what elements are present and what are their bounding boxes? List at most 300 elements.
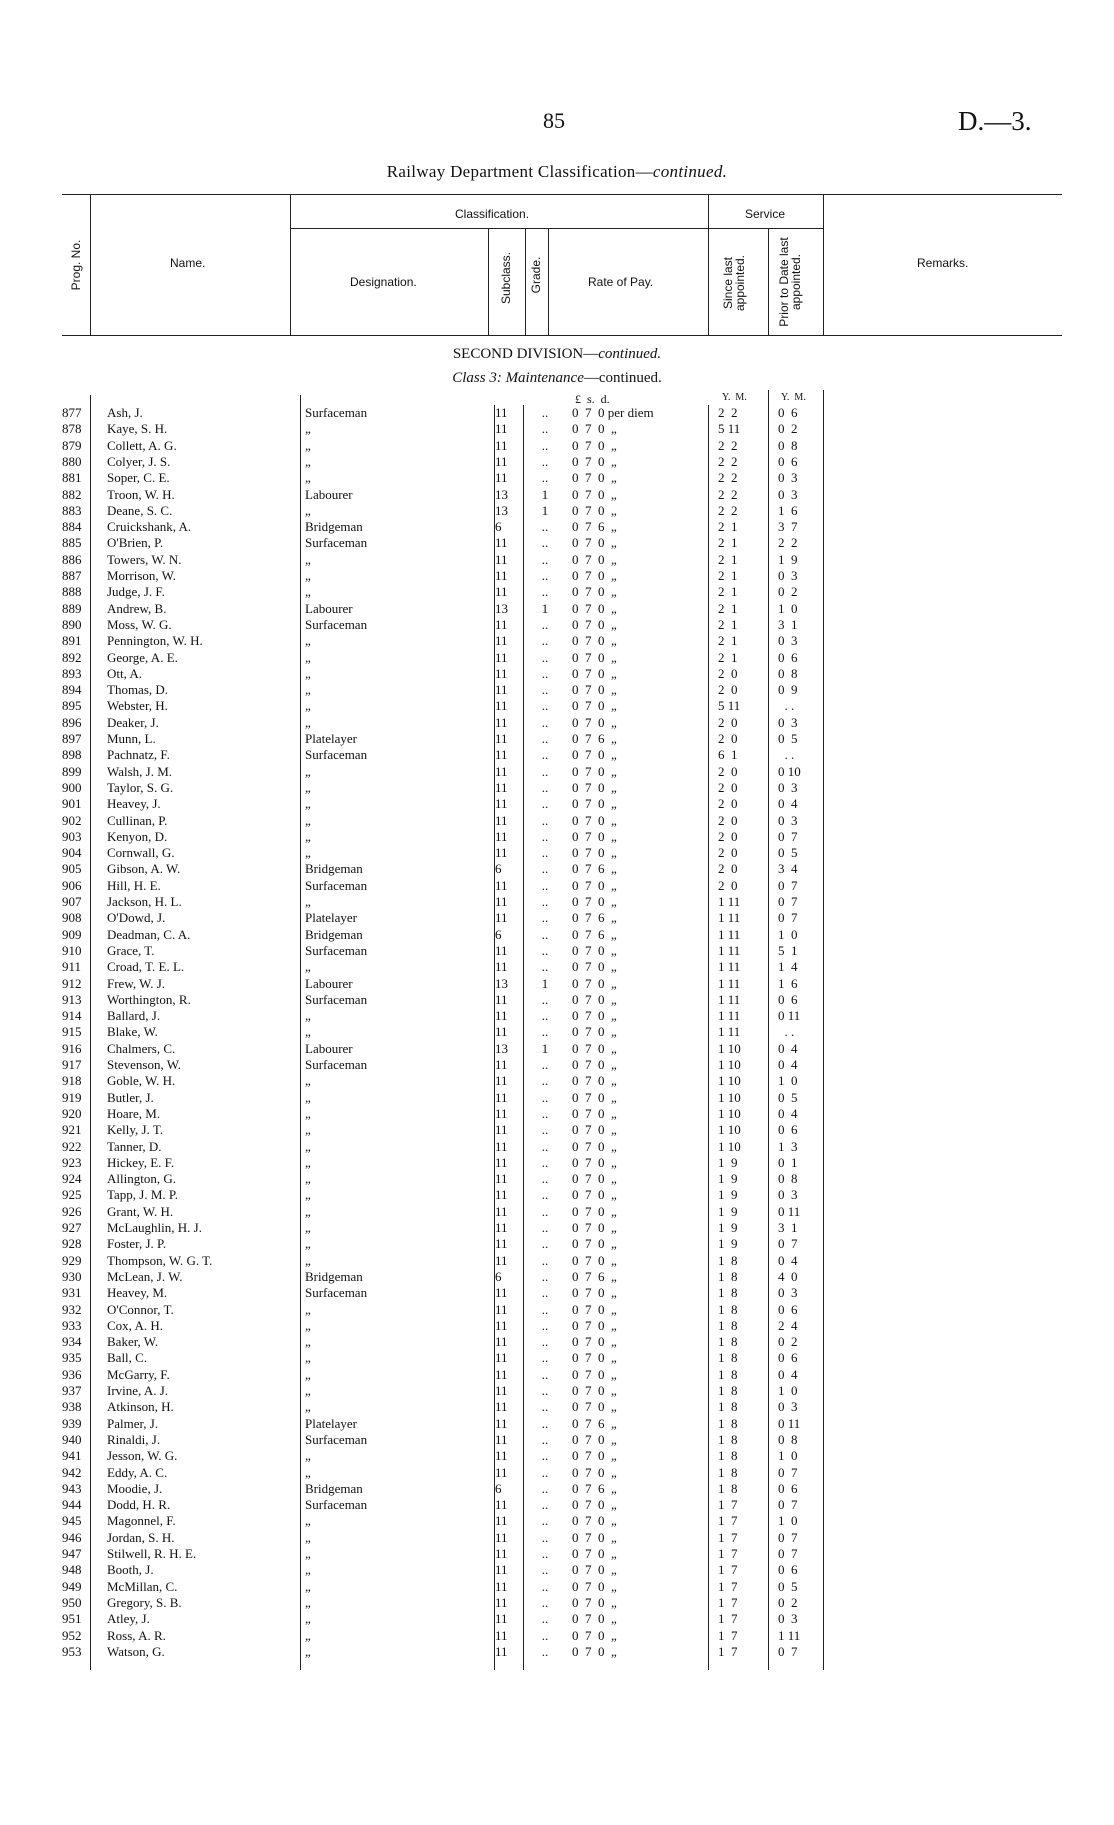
cell-grade: .. xyxy=(541,584,549,600)
cell-prog: 902 xyxy=(62,812,82,828)
division-title-continued: continued. xyxy=(598,346,662,362)
cell-sub: 11 xyxy=(495,714,508,730)
cell-grade: .. xyxy=(541,910,549,926)
cell-prior: 0 4 xyxy=(778,1366,798,1382)
cell-desig: „ xyxy=(305,1529,311,1545)
cell-name: O'Brien, P. xyxy=(107,535,164,551)
cell-sub: 11 xyxy=(495,1138,508,1154)
cell-grade: .. xyxy=(541,1334,549,1350)
table-row xyxy=(0,1644,1114,1660)
cell-grade: .. xyxy=(541,1220,549,1235)
cell-pay: 0 7 0 „ xyxy=(572,1203,617,1219)
cell-pay: 0 7 0 „ xyxy=(572,763,617,779)
cell-grade: .. xyxy=(541,1529,549,1545)
cell-sub: 11 xyxy=(495,845,508,861)
cell-prog: 892 xyxy=(62,649,82,665)
cell-name: Kenyon, D. xyxy=(107,828,168,844)
cell-since: 2 0 xyxy=(718,861,738,877)
cell-pay: 0 7 0 „ xyxy=(572,1122,617,1138)
cell-grade: .. xyxy=(541,1611,549,1627)
cell-prior: 0 11 xyxy=(778,1008,801,1024)
cell-name: George, A. E. xyxy=(107,649,178,665)
cell-since: 1 11 xyxy=(718,926,741,942)
cell-pay: 0 7 0 „ xyxy=(572,1154,617,1170)
cell-grade: 1 xyxy=(541,600,549,616)
cell-prog: 895 xyxy=(62,698,82,714)
cell-pay: 0 7 6 „ xyxy=(572,731,617,746)
cell-name: Thomas, D. xyxy=(107,682,169,698)
cell-prior: 0 6 xyxy=(778,405,798,420)
cell-sub: 11 xyxy=(495,877,508,893)
cell-prog: 898 xyxy=(62,747,82,763)
cell-prog: 905 xyxy=(62,861,82,877)
table-row xyxy=(0,1318,1114,1334)
cell-since: 1 11 xyxy=(718,942,741,958)
cell-desig: „ xyxy=(305,1008,311,1024)
cell-desig: „ xyxy=(305,1301,311,1317)
cell-name: Gibson, A. W. xyxy=(107,861,181,877)
header-prog-no: Prog. No. xyxy=(69,239,83,291)
cell-prior: 0 6 xyxy=(778,991,798,1007)
table-row xyxy=(0,992,1114,1008)
cell-sub: 11 xyxy=(495,633,508,649)
cell-sub: 11 xyxy=(495,535,508,551)
cell-name: Heavey, M. xyxy=(107,1285,168,1301)
cell-name: Hickey, E. F. xyxy=(107,1154,175,1170)
cell-name: Kaye, S. H. xyxy=(107,421,168,437)
cell-prog: 913 xyxy=(62,991,82,1007)
table-row xyxy=(0,910,1114,926)
cell-sub: 11 xyxy=(495,1611,508,1627)
cell-pay: 0 7 0 „ xyxy=(572,959,617,975)
cell-grade: .. xyxy=(541,665,549,681)
cell-sub: 11 xyxy=(495,1203,508,1219)
cell-name: Blake, W. xyxy=(107,1024,158,1040)
cell-prior: 0 8 xyxy=(778,1171,798,1187)
cell-grade: .. xyxy=(541,926,549,942)
table-row xyxy=(0,1269,1114,1285)
cell-sub: 11 xyxy=(495,1448,508,1464)
cell-name: Jackson, H. L. xyxy=(107,894,182,909)
table-row xyxy=(0,1285,1114,1301)
cell-pay: 0 7 0 „ xyxy=(572,1008,617,1024)
cell-since: 1 11 xyxy=(718,959,741,975)
cell-prior: 2 2 xyxy=(778,535,798,551)
cell-desig: „ xyxy=(305,959,311,975)
cell-pay: 0 7 0 „ xyxy=(572,1057,617,1072)
cell-desig: „ xyxy=(305,1089,311,1105)
cell-grade: .. xyxy=(541,991,549,1007)
cell-since: 1 7 xyxy=(718,1578,738,1594)
cell-prior: 0 8 xyxy=(778,1431,798,1447)
cell-grade: .. xyxy=(541,1236,549,1252)
table-row xyxy=(0,1416,1114,1432)
cell-desig: „ xyxy=(305,1578,311,1594)
cell-grade: .. xyxy=(541,470,549,486)
cell-prog: 882 xyxy=(62,486,82,502)
cell-grade: .. xyxy=(541,519,549,535)
table-row xyxy=(0,1008,1114,1024)
cell-pay: 0 7 6 „ xyxy=(572,861,617,877)
header-classification: Classification. xyxy=(455,207,530,221)
cell-since: 1 11 xyxy=(718,1008,741,1024)
cell-pay: 0 7 0 „ xyxy=(572,796,617,812)
cell-prog: 934 xyxy=(62,1334,82,1350)
cell-grade: .. xyxy=(541,1268,549,1284)
table-row xyxy=(0,1481,1114,1497)
cell-desig: Surfaceman xyxy=(305,877,368,893)
cell-pay: 0 7 0 „ xyxy=(572,1497,617,1513)
cell-pay: 0 7 0 „ xyxy=(572,1643,617,1659)
table-row xyxy=(0,503,1114,519)
cell-grade: .. xyxy=(541,1252,549,1268)
cell-sub: 11 xyxy=(495,1562,508,1578)
cell-sub: 11 xyxy=(495,1627,508,1643)
cell-pay: 0 7 0 „ xyxy=(572,991,617,1007)
cell-pay: 0 7 0 „ xyxy=(572,1350,617,1366)
table-row xyxy=(0,1122,1114,1138)
cell-since: 1 8 xyxy=(718,1317,738,1333)
table-row xyxy=(0,1139,1114,1155)
cell-pay: 0 7 0 „ xyxy=(572,616,617,632)
cell-prior: 3 1 xyxy=(778,616,798,632)
cell-since: 2 0 xyxy=(718,714,738,730)
cell-desig: Surfaceman xyxy=(305,405,368,420)
cell-pay: 0 7 0 „ xyxy=(572,665,617,681)
cell-prior: 1 0 xyxy=(778,600,798,616)
cell-pay: 0 7 0 „ xyxy=(572,1448,617,1464)
cell-desig: Platelayer xyxy=(305,731,357,746)
cell-name: Ball, C. xyxy=(107,1350,148,1366)
cell-pay: 0 7 0 „ xyxy=(572,1073,617,1089)
document-reference: D.—3. xyxy=(958,106,1032,136)
cell-grade: .. xyxy=(541,1317,549,1333)
cell-since: 6 1 xyxy=(718,747,738,763)
cell-pay: 0 7 0 „ xyxy=(572,877,617,893)
cell-name: Walsh, J. M. xyxy=(107,763,173,779)
cell-desig: „ xyxy=(305,845,311,861)
cell-name: O'Connor, T. xyxy=(107,1301,174,1317)
cell-prior: 0 10 xyxy=(778,763,801,779)
cell-pay: 0 7 0 per diem xyxy=(572,405,654,420)
cell-prior: 0 4 xyxy=(778,1057,798,1072)
cell-since: 1 10 xyxy=(718,1040,741,1056)
table-row xyxy=(0,764,1114,780)
cell-since: 2 2 xyxy=(718,470,738,486)
cell-sub: 11 xyxy=(495,1301,508,1317)
cell-grade: .. xyxy=(541,845,549,861)
cell-sub: 11 xyxy=(495,959,508,975)
cell-desig: Labourer xyxy=(305,975,353,991)
cell-sub: 6 xyxy=(495,1268,502,1284)
cell-name: Cullinan, P. xyxy=(107,812,168,828)
cell-prog: 920 xyxy=(62,1105,82,1121)
cell-desig: „ xyxy=(305,470,311,486)
cell-prog: 894 xyxy=(62,682,82,698)
header-name: Name. xyxy=(170,256,206,270)
cell-prior: 3 1 xyxy=(778,1220,798,1235)
cell-sub: 11 xyxy=(495,421,508,437)
cell-prog: 930 xyxy=(62,1268,82,1284)
cell-desig: „ xyxy=(305,1399,311,1415)
cell-sub: 11 xyxy=(495,1285,508,1301)
cell-desig: „ xyxy=(305,812,311,828)
cell-pay: 0 7 0 „ xyxy=(572,828,617,844)
cell-desig: Labourer xyxy=(305,600,353,616)
cell-pay: 0 7 0 „ xyxy=(572,1578,617,1594)
table-row xyxy=(0,1024,1114,1040)
since-unit-label: Y. M. xyxy=(722,392,747,403)
cell-sub: 13 xyxy=(495,975,508,991)
cell-prog: 951 xyxy=(62,1611,82,1627)
cell-grade: .. xyxy=(541,649,549,665)
cell-pay: 0 7 0 „ xyxy=(572,1399,617,1415)
cell-name: Tanner, D. xyxy=(107,1138,162,1154)
cell-prog: 950 xyxy=(62,1594,82,1610)
table-row xyxy=(0,1204,1114,1220)
cell-pay: 0 7 0 „ xyxy=(572,1220,617,1235)
cell-grade: .. xyxy=(541,1008,549,1024)
cell-prior: . . xyxy=(778,747,795,763)
cell-sub: 11 xyxy=(495,1594,508,1610)
cell-prog: 879 xyxy=(62,437,82,453)
cell-sub: 6 xyxy=(495,519,502,535)
cell-sub: 11 xyxy=(495,1089,508,1105)
cell-pay: 0 7 0 „ xyxy=(572,584,617,600)
cell-name: Atley, J. xyxy=(107,1611,150,1627)
cell-since: 1 8 xyxy=(718,1252,738,1268)
cell-sub: 13 xyxy=(495,1040,508,1056)
cell-sub: 11 xyxy=(495,1383,508,1398)
cell-pay: 0 7 0 „ xyxy=(572,453,617,469)
table-row xyxy=(0,1090,1114,1106)
cell-prog: 937 xyxy=(62,1383,82,1398)
cell-pay: 0 7 0 „ xyxy=(572,551,617,567)
cell-desig: „ xyxy=(305,1171,311,1187)
cell-since: 1 8 xyxy=(718,1366,738,1382)
cell-since: 1 9 xyxy=(718,1220,738,1235)
cell-name: Jesson, W. G. xyxy=(107,1448,178,1464)
cell-prior: 0 2 xyxy=(778,1334,798,1350)
cell-desig: „ xyxy=(305,1252,311,1268)
cell-prior: 0 6 xyxy=(778,453,798,469)
cell-sub: 11 xyxy=(495,1220,508,1235)
cell-since: 1 10 xyxy=(718,1105,741,1121)
cell-name: Palmer, J. xyxy=(107,1415,159,1431)
cell-prog: 910 xyxy=(62,942,82,958)
cell-prior: 0 7 xyxy=(778,1464,798,1480)
cell-desig: „ xyxy=(305,649,311,665)
cell-desig: Surfaceman xyxy=(305,1431,368,1447)
cell-prog: 918 xyxy=(62,1073,82,1089)
table-row xyxy=(0,552,1114,568)
cell-sub: 11 xyxy=(495,453,508,469)
cell-pay: 0 7 6 „ xyxy=(572,926,617,942)
table-row xyxy=(0,959,1114,975)
table-row xyxy=(0,650,1114,666)
cell-prior: 0 2 xyxy=(778,584,798,600)
cell-name: Webster, H. xyxy=(107,698,168,714)
cell-since: 1 8 xyxy=(718,1480,738,1496)
cell-grade: .. xyxy=(541,1187,549,1203)
cell-prog: 931 xyxy=(62,1285,82,1301)
cell-pay: 0 7 0 „ xyxy=(572,845,617,861)
cell-pay: 0 7 0 „ xyxy=(572,747,617,763)
table-row xyxy=(0,617,1114,633)
cell-desig: Surfaceman xyxy=(305,616,368,632)
cell-desig: „ xyxy=(305,568,311,583)
cell-prior: 1 0 xyxy=(778,926,798,942)
cell-since: 1 8 xyxy=(718,1448,738,1464)
cell-pay: 0 7 0 „ xyxy=(572,1611,617,1627)
cell-desig: „ xyxy=(305,1187,311,1203)
cell-prog: 924 xyxy=(62,1171,82,1187)
cell-since: 2 1 xyxy=(718,551,738,567)
cell-name: McMillan, C. xyxy=(107,1578,178,1594)
cell-sub: 11 xyxy=(495,1171,508,1187)
cell-prior: 0 6 xyxy=(778,1350,798,1366)
header-remarks: Remarks. xyxy=(917,256,969,270)
cell-since: 1 7 xyxy=(718,1497,738,1513)
cell-prog: 908 xyxy=(62,910,82,926)
cell-desig: „ xyxy=(305,1513,311,1529)
cell-prog: 939 xyxy=(62,1415,82,1431)
table-row xyxy=(0,943,1114,959)
cell-pay: 0 7 0 „ xyxy=(572,1431,617,1447)
cell-desig: Platelayer xyxy=(305,1415,357,1431)
cell-grade: .. xyxy=(541,1383,549,1398)
cell-prog: 900 xyxy=(62,779,82,795)
cell-pay: 0 7 0 „ xyxy=(572,894,617,909)
cell-desig: Surfaceman xyxy=(305,747,368,763)
cell-sub: 11 xyxy=(495,698,508,714)
cell-name: Watson, G. xyxy=(107,1643,165,1659)
cell-prog: 921 xyxy=(62,1122,82,1138)
cell-since: 2 0 xyxy=(718,845,738,861)
cell-grade: .. xyxy=(541,1562,549,1578)
title-continued: continued. xyxy=(652,162,728,181)
table-row xyxy=(0,796,1114,812)
cell-grade: .. xyxy=(541,1073,549,1089)
table-row xyxy=(0,731,1114,747)
cell-prior: 0 3 xyxy=(778,1399,798,1415)
table-row xyxy=(0,1073,1114,1089)
cell-prog: 936 xyxy=(62,1366,82,1382)
cell-since: 5 11 xyxy=(718,698,741,714)
cell-since: 1 7 xyxy=(718,1594,738,1610)
cell-sub: 11 xyxy=(495,470,508,486)
cell-sub: 11 xyxy=(495,1399,508,1415)
cell-sub: 6 xyxy=(495,926,502,942)
cell-prior: 0 4 xyxy=(778,1105,798,1121)
cell-prior: . . xyxy=(778,698,795,714)
cell-desig: „ xyxy=(305,682,311,698)
cell-prog: 940 xyxy=(62,1431,82,1447)
page-number: 85 xyxy=(543,108,565,133)
cell-sub: 11 xyxy=(495,584,508,600)
cell-name: Towers, W. N. xyxy=(107,551,182,567)
cell-prog: 912 xyxy=(62,975,82,991)
cell-prog: 901 xyxy=(62,796,82,812)
cell-pay: 0 7 6 „ xyxy=(572,910,617,926)
cell-prog: 878 xyxy=(62,421,82,437)
cell-prog: 943 xyxy=(62,1480,82,1496)
cell-prog: 929 xyxy=(62,1252,82,1268)
cell-since: 1 8 xyxy=(718,1464,738,1480)
cell-sub: 6 xyxy=(495,861,502,877)
cell-since: 1 11 xyxy=(718,991,741,1007)
cell-desig: „ xyxy=(305,1546,311,1561)
cell-desig: „ xyxy=(305,779,311,795)
cell-prior: 1 11 xyxy=(778,1627,801,1643)
table-row xyxy=(0,1302,1114,1318)
cell-grade: .. xyxy=(541,1497,549,1513)
cell-grade: .. xyxy=(541,1643,549,1659)
table-row xyxy=(0,1595,1114,1611)
cell-since: 1 10 xyxy=(718,1073,741,1089)
cell-grade: .. xyxy=(541,942,549,958)
cell-prior: 0 4 xyxy=(778,1040,798,1056)
cell-desig: „ xyxy=(305,1627,311,1643)
cell-pay: 0 7 0 „ xyxy=(572,779,617,795)
cell-prior: 0 3 xyxy=(778,714,798,730)
cell-prior: 0 2 xyxy=(778,1594,798,1610)
cell-grade: .. xyxy=(541,1513,549,1529)
cell-since: 1 11 xyxy=(718,894,741,909)
cell-pay: 0 7 0 „ xyxy=(572,1334,617,1350)
header-service: Service xyxy=(745,207,786,221)
table-row xyxy=(0,405,1114,421)
table-row xyxy=(0,780,1114,796)
header-subclass: Subclass. xyxy=(499,251,513,305)
cell-sub: 11 xyxy=(495,665,508,681)
table-row xyxy=(0,584,1114,600)
cell-since: 1 11 xyxy=(718,910,741,926)
cell-sub: 11 xyxy=(495,991,508,1007)
cell-prog: 891 xyxy=(62,633,82,649)
cell-name: McLaughlin, H. J. xyxy=(107,1220,202,1235)
cell-since: 2 2 xyxy=(718,437,738,453)
cell-name: Andrew, B. xyxy=(107,600,167,616)
cell-prog: 889 xyxy=(62,600,82,616)
cell-grade: .. xyxy=(541,812,549,828)
cell-grade: 1 xyxy=(541,975,549,991)
table-row xyxy=(0,894,1114,910)
cell-desig: „ xyxy=(305,1220,311,1235)
cell-since: 2 0 xyxy=(718,812,738,828)
cell-desig: „ xyxy=(305,1236,311,1252)
cell-since: 2 0 xyxy=(718,877,738,893)
cell-name: Stilwell, R. H. E. xyxy=(107,1546,197,1561)
cell-prior: 0 7 xyxy=(778,1643,798,1659)
cell-prior: 0 6 xyxy=(778,1122,798,1138)
cell-name: Rinaldi, J. xyxy=(107,1431,161,1447)
cell-sub: 6 xyxy=(495,1480,502,1496)
cell-prior: 0 7 xyxy=(778,1236,798,1252)
cell-name: Goble, W. H. xyxy=(107,1073,176,1089)
cell-grade: .. xyxy=(541,421,549,437)
cell-desig: „ xyxy=(305,828,311,844)
cell-prior: 0 5 xyxy=(778,1089,798,1105)
cell-since: 2 2 xyxy=(718,405,738,420)
cell-grade: .. xyxy=(541,405,549,420)
cell-pay: 0 7 0 „ xyxy=(572,470,617,486)
cell-prior: 5 1 xyxy=(778,942,798,958)
cell-prog: 903 xyxy=(62,828,82,844)
cell-pay: 0 7 0 „ xyxy=(572,1546,617,1561)
cell-prog: 938 xyxy=(62,1399,82,1415)
cell-name: Grant, W. H. xyxy=(107,1203,174,1219)
